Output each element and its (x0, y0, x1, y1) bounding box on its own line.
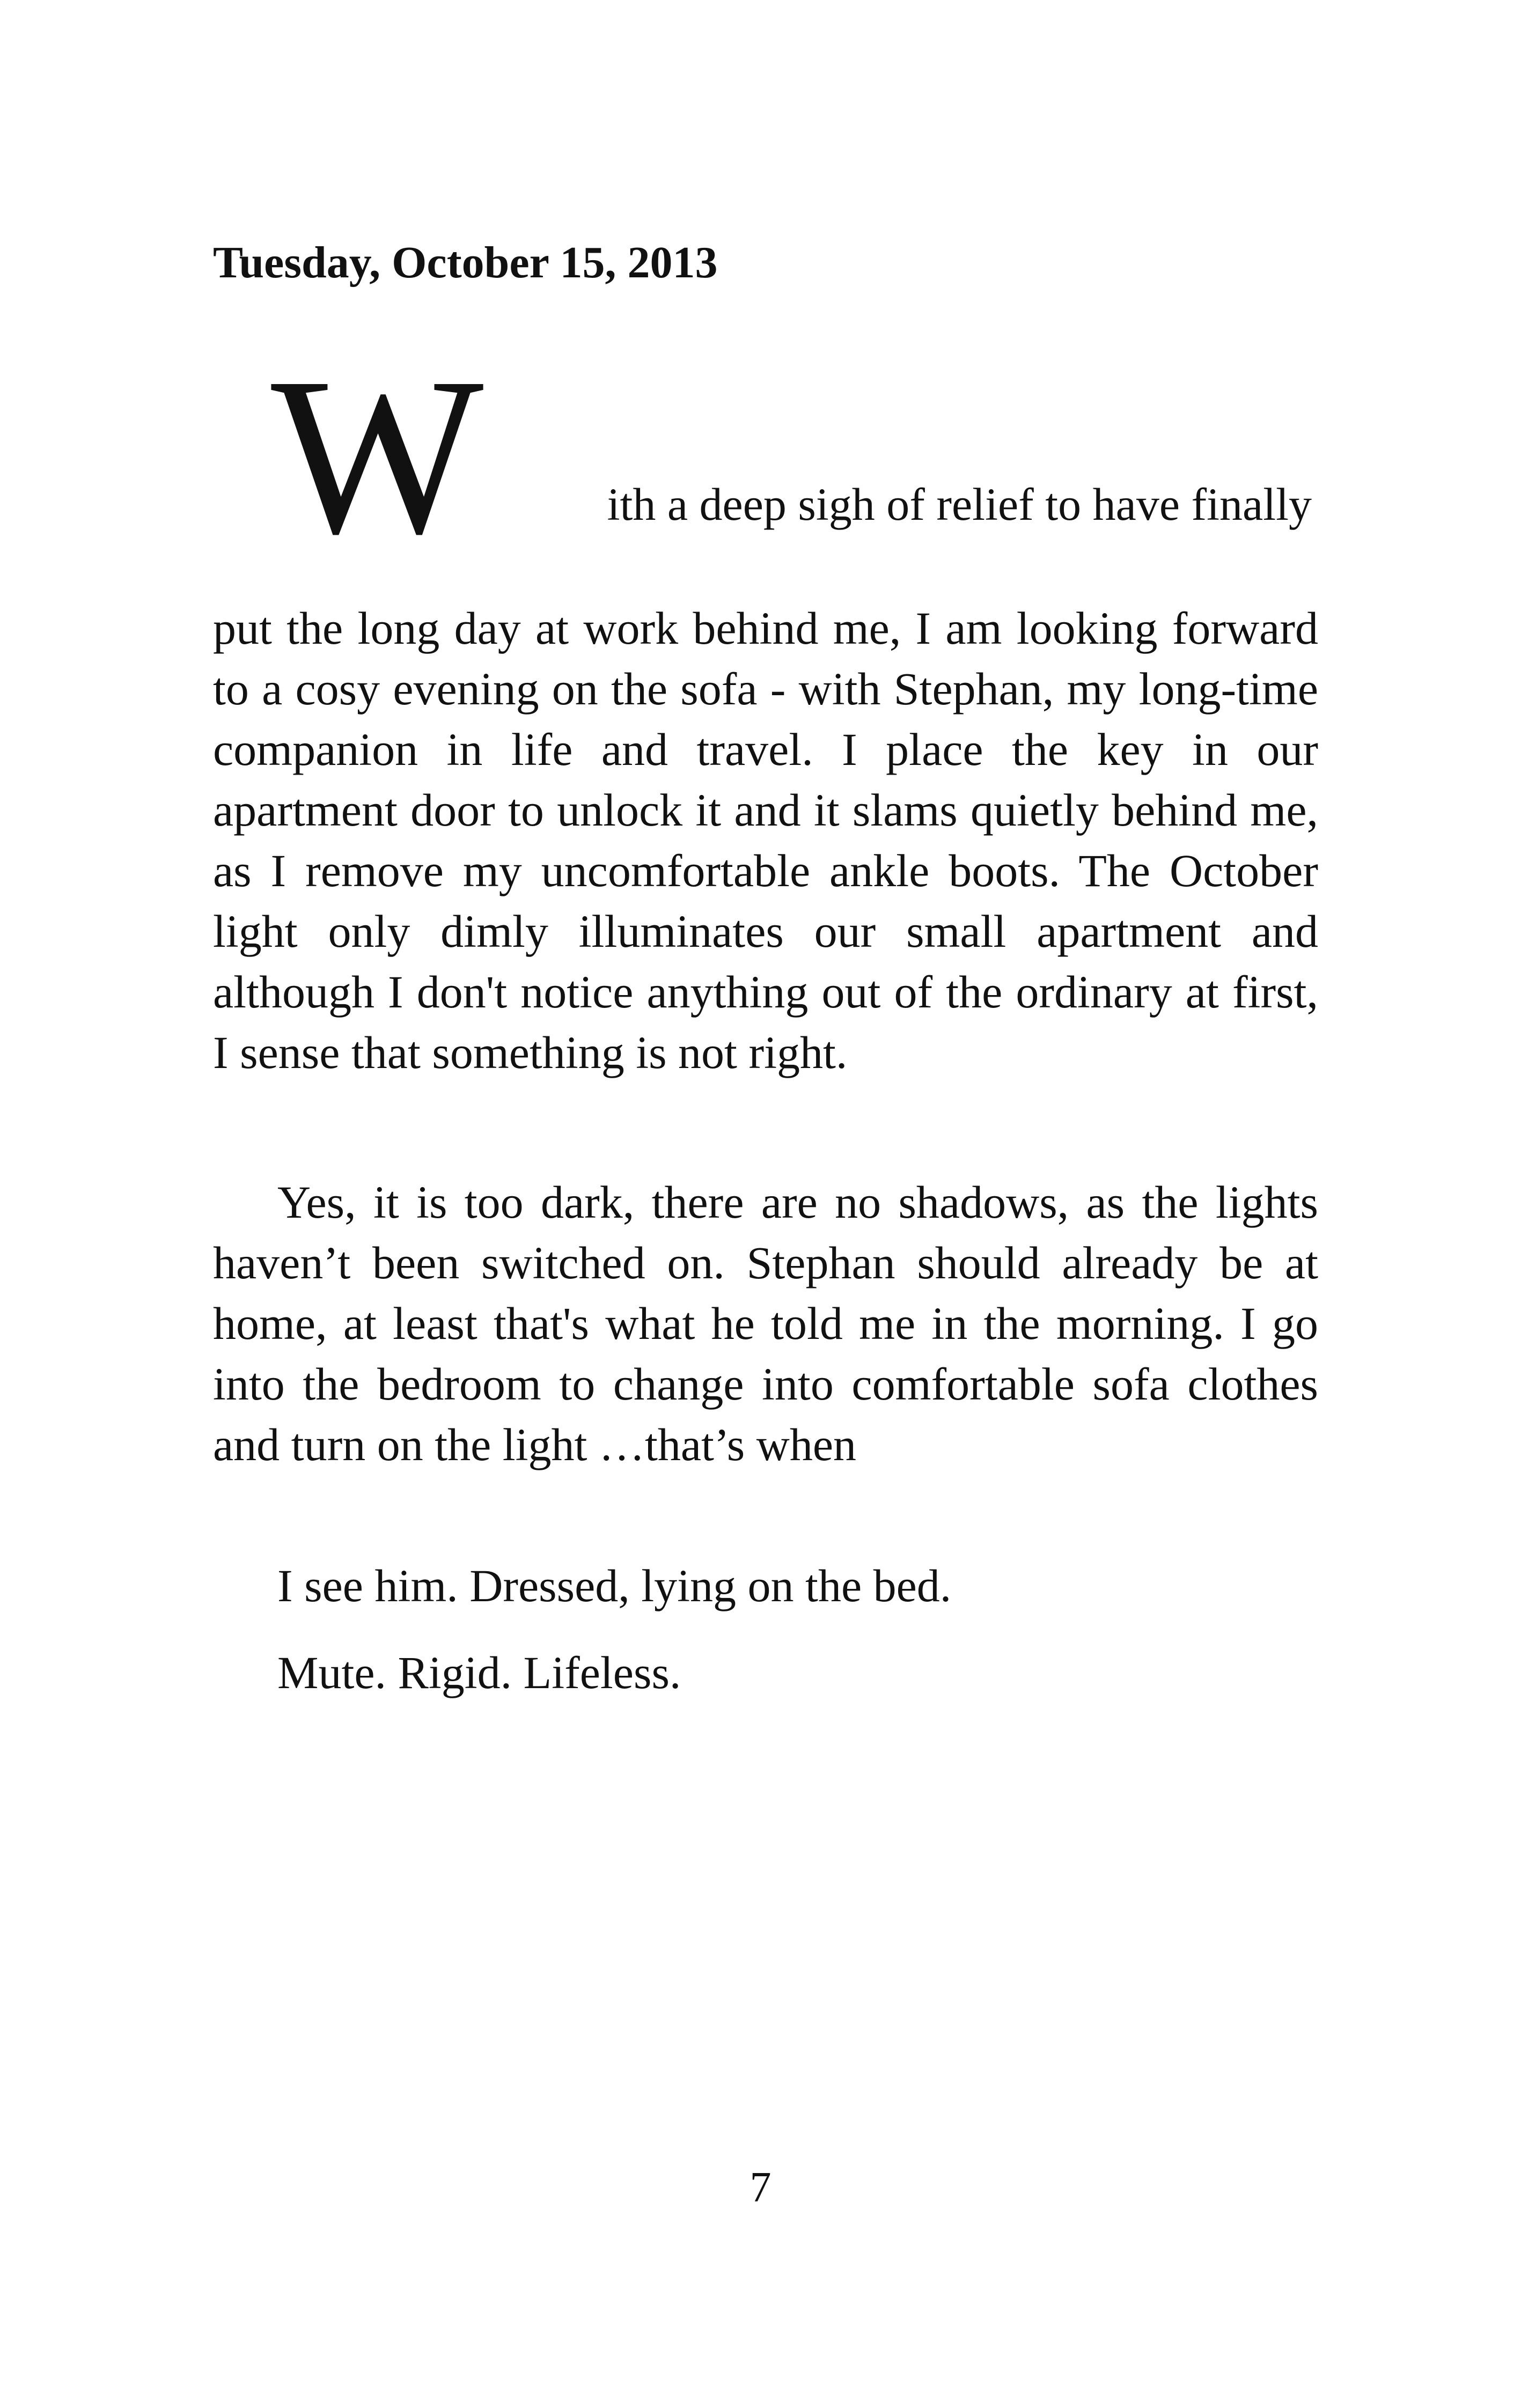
paragraph-2: Yes, it is too dark, there are no shadows, as the lights haven’t been switched on. Stephan should already be at home, at least that's what he told me in the morning. I go into the bedroom to change into comfortable sofa clothes and turn on the light …that’s when (213, 1176, 1318, 1470)
drop-cap-letter: W (271, 331, 484, 580)
opening-line: ith a deep sigh of relief to have finally (607, 478, 1312, 530)
paragraph-4: Mute. Rigid. Lifeless. (277, 1647, 681, 1698)
paragraph-1: put the long day at work behind me, I am looking forward to a cosy evening on the sofa - with Stephan, my long-time companion in life and travel. I place the key in our apartment door to unlock it and it slams quietly behind me, as I remove my uncomfortable ankle boots. The October light only dimly illuminates our small apartment and although I don't notice anything out of the ordinary at first, I sense that something is not right. (213, 602, 1318, 1078)
paragraph-3: I see him. Dressed, lying on the bed. (277, 1560, 952, 1611)
chapter-date-heading: Tuesday, October 15, 2013 (213, 238, 718, 288)
page-number: 7 (750, 2164, 771, 2211)
